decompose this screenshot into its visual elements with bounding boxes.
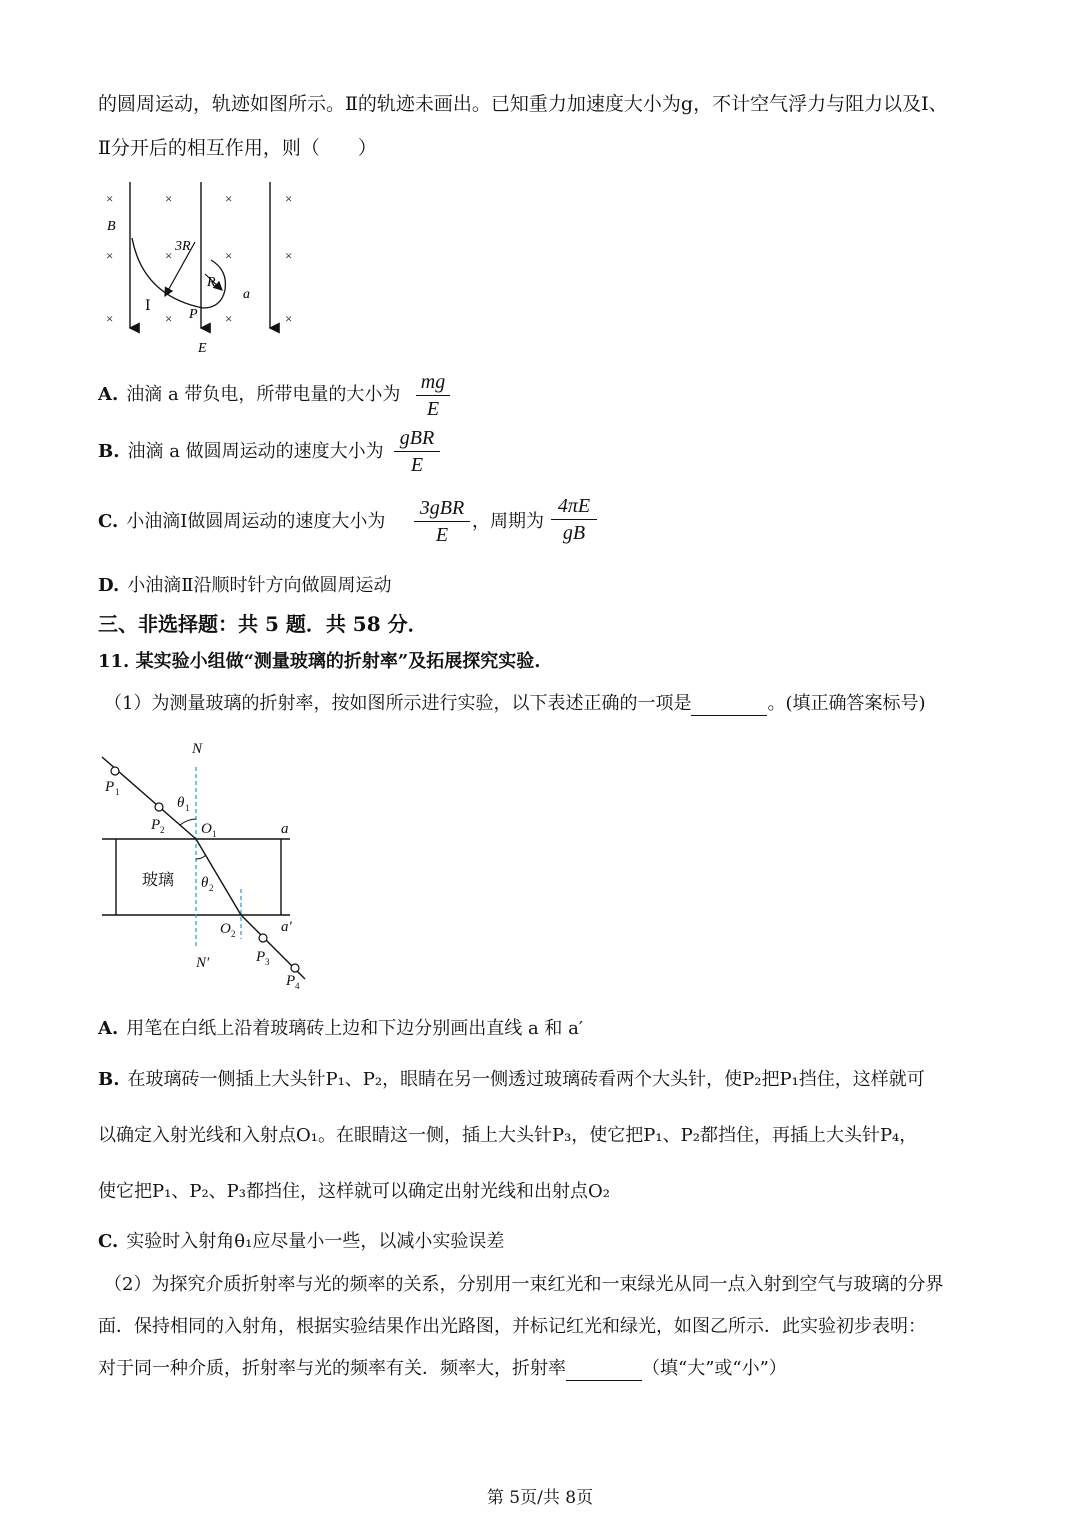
q11-option-b-line3: 使它把P₁、P₂、P₃都挡住，这样就可以确定出射光线和出射点O₂ xyxy=(98,1181,610,1202)
option-text: 油滴 a 带负电，所带电量的大小为 xyxy=(126,384,401,405)
fraction-denominator: gB xyxy=(562,522,586,544)
label-P1: P xyxy=(105,779,115,795)
option-text: 油滴 a 做圆周运动的速度大小为 xyxy=(127,441,384,462)
part1-suffix: 。(填正确答案标号) xyxy=(767,693,926,714)
option-d xyxy=(98,574,391,598)
option-text: 在玻璃砖一侧插上大头针P₁、P₂，眼睛在另一侧透过玻璃砖看两个大头针，使P₂把P₁挡住，这样就可 xyxy=(127,1069,925,1090)
sub-2: 2 xyxy=(160,825,165,835)
sub-3: 3 xyxy=(265,957,270,967)
label-E: E xyxy=(198,341,207,356)
question-11-title: 11. 某实验小组做“测量玻璃的折射率”及拓展探究实验. xyxy=(98,651,541,672)
sub-1: 1 xyxy=(115,787,120,797)
option-text: 小油滴Ⅱ沿顺时针方向做圆周运动 xyxy=(127,575,392,596)
sub-1: 1 xyxy=(185,803,190,813)
fraction-numerator: mg xyxy=(420,371,446,393)
section-title: 三、非选择题：共 5 题．共 58 分． xyxy=(98,612,428,636)
fraction-4pie-over-gb xyxy=(551,494,597,545)
label-B: B xyxy=(107,219,116,234)
intro-line-1: 的圆周运动，轨迹如图所示。Ⅱ的轨迹未画出。已知重力加速度大小为g，不计空气浮力与阻力以及Ⅰ、 xyxy=(98,93,948,115)
fraction-mg-over-e xyxy=(416,370,450,421)
cross-mark: × xyxy=(285,191,293,206)
cross-mark: × xyxy=(225,248,233,263)
label-3R: 3R xyxy=(175,239,191,254)
label-a: a xyxy=(243,287,250,302)
page-footer: 第 5页/共 8页 xyxy=(486,1488,594,1508)
option-label: B. xyxy=(98,441,120,462)
sub-4: 4 xyxy=(295,981,300,991)
cross-mark: × xyxy=(225,191,233,206)
answer-blank[interactable] xyxy=(691,695,767,716)
fraction-numerator: gBR xyxy=(399,427,435,449)
part2-prefix: 对于同一种介质，折射率与光的频率有关．频率大，折射率 xyxy=(98,1358,566,1379)
sub-1: 1 xyxy=(212,829,217,839)
cross-mark: × xyxy=(225,311,233,326)
part1-prefix: （1）为测量玻璃的折射率，按如图所示进行实验，以下表述正确的一项是 xyxy=(104,693,692,714)
label-P4: P xyxy=(286,973,296,989)
label-O1: O xyxy=(201,821,212,837)
option-c-period-label: ，周期为 xyxy=(472,511,544,532)
q11-option-b-line1 xyxy=(98,1068,925,1092)
label-O2: O xyxy=(220,921,231,937)
question-11-part1 xyxy=(104,692,926,716)
cross-mark: × xyxy=(106,311,114,326)
sub-2: 2 xyxy=(231,929,236,939)
part2-suffix: （填“大”或“小”） xyxy=(642,1358,787,1379)
q11-option-b-line2: 以确定入射光线和入射点O₁。在眼睛这一侧，插上大头针P₃，使它把P₁、P₂都挡住，再插上大头针P₄， xyxy=(98,1125,918,1146)
option-label: D. xyxy=(98,575,120,596)
label-a-prime: a′ xyxy=(281,919,292,935)
intro-line-2: Ⅱ分开后的相互作用，则（ ） xyxy=(98,137,377,159)
option-label: B. xyxy=(98,1069,120,1090)
fraction-numerator: 4πE xyxy=(557,495,591,517)
option-text: 实验时入射角θ₁应尽量小一些，以减小实验误差 xyxy=(126,1231,505,1252)
q11-part2-line1: （2）为探究介质折射率与光的频率的关系，分别用一束红光和一束绿光从同一点入射到空气与玻璃的分界 xyxy=(104,1274,944,1295)
fraction-denominator: E xyxy=(435,524,449,546)
q11-part2-line2: 面．保持相同的入射角，根据实验结果作出光路图，并标记红光和绿光，如图乙所示．此实验初步表明： xyxy=(98,1316,926,1337)
q11-option-a xyxy=(98,1017,583,1041)
label-R: R xyxy=(207,275,216,290)
q11-option-c xyxy=(98,1230,504,1254)
cross-mark: × xyxy=(285,248,293,263)
label-a: a xyxy=(281,821,289,837)
label-P2: P xyxy=(151,817,161,833)
label-I: Ⅰ xyxy=(145,299,151,314)
option-label: C. xyxy=(98,511,119,532)
fraction-gbr-over-e xyxy=(394,426,440,477)
option-label: C. xyxy=(98,1231,119,1252)
cross-mark: × xyxy=(165,191,173,206)
label-glass: 玻璃 xyxy=(142,872,175,889)
option-label: A. xyxy=(98,1018,119,1039)
label-theta1: θ xyxy=(177,795,185,811)
option-text: 用笔在白纸上沿着玻璃砖上边和下边分别画出直线 a 和 a′ xyxy=(126,1018,583,1039)
option-label: A. xyxy=(98,384,119,405)
option-a xyxy=(98,383,400,407)
cross-mark: × xyxy=(106,191,114,206)
option-c xyxy=(98,510,385,534)
label-theta2: θ xyxy=(201,875,209,891)
label-P3: P xyxy=(256,949,266,965)
fraction-3gbr-over-e xyxy=(414,496,470,547)
label-N-prime: N′ xyxy=(196,955,210,971)
label-N: N xyxy=(192,741,203,757)
cross-mark: × xyxy=(106,248,114,263)
cross-mark: × xyxy=(165,248,173,263)
option-text: 小油滴Ⅰ做圆周运动的速度大小为 xyxy=(126,511,386,532)
fraction-numerator: 3gBR xyxy=(419,497,465,519)
option-b xyxy=(98,440,384,464)
answer-blank[interactable] xyxy=(566,1360,642,1381)
q11-part2-line3 xyxy=(98,1357,787,1381)
cross-mark: × xyxy=(165,311,173,326)
fraction-denominator: E xyxy=(426,398,440,420)
figure-field-diagram xyxy=(95,178,315,360)
label-P: P xyxy=(189,307,198,322)
sub-2: 2 xyxy=(209,883,214,893)
cross-mark: × xyxy=(285,311,293,326)
fraction-denominator: E xyxy=(410,454,424,476)
figure-refraction-diagram xyxy=(98,735,318,995)
